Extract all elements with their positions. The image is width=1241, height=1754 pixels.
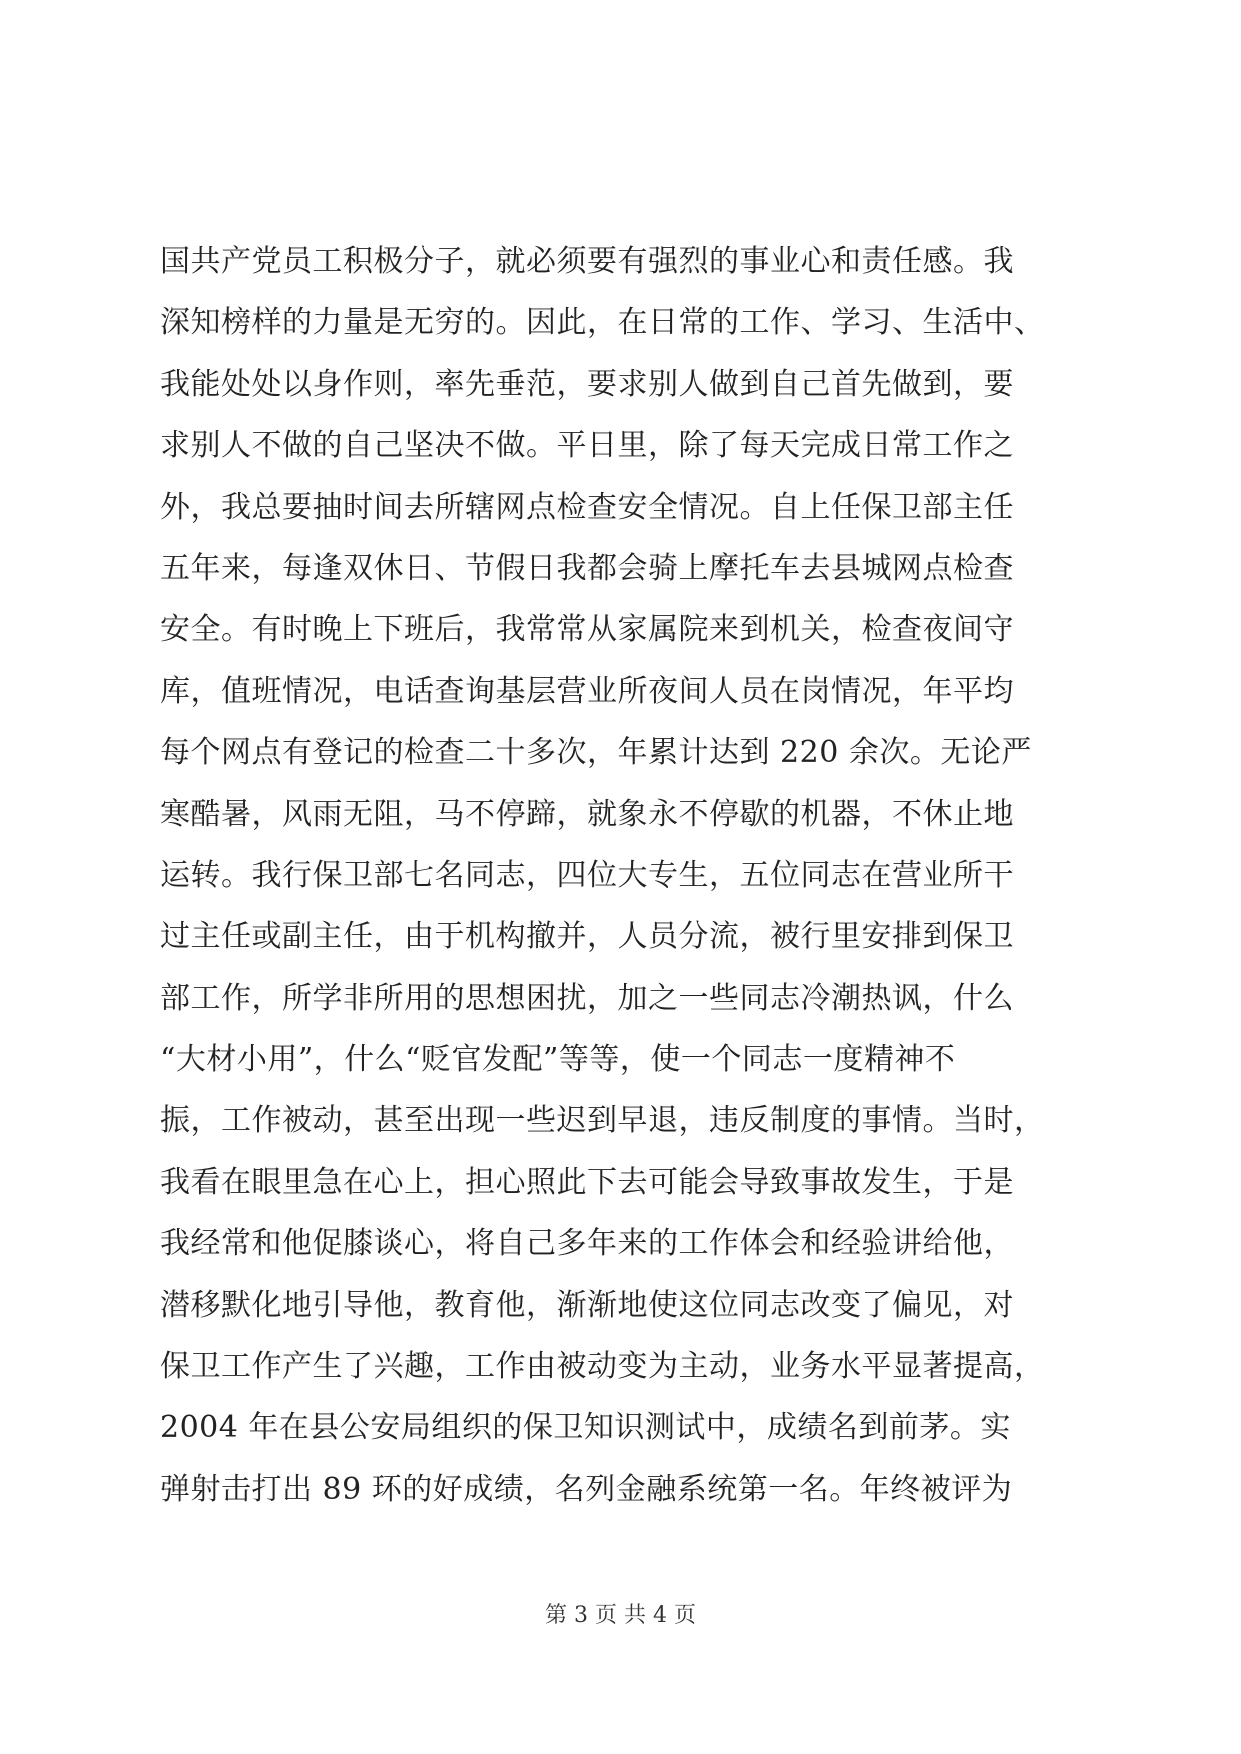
text-line: 库，值班情况，电话查询基层营业所夜间人员在岗情况，年平均 [160, 673, 1014, 709]
page-number-label: 第 3 页 共 4 页 [545, 1603, 696, 1628]
text-line: “大材小用”，什么“贬官发配”等等，使一个同志一度精神不 [160, 1042, 956, 1078]
text-line: 潜移默化地引导他，教育他，渐渐地使这位同志改变了偏见，对 [160, 1287, 1014, 1323]
text-line: 部工作，所学非所用的思想困扰，加之一些同志冷潮热讽，什么 [160, 980, 1014, 1016]
text-line: 弹射击打出 89 环的好成绩，名列金融系统第一名。年终被评为 [160, 1471, 1013, 1507]
text-line: 过主任或副主任，由于机构撤并，人员分流，被行里安排到保卫 [160, 919, 1014, 955]
text-line: 深知榜样的力量是无穷的。因此，在日常的工作、学习、生活中、 [160, 305, 1045, 341]
text-line: 五年来，每逢双休日、节假日我都会骑上摩托车去县城网点检查 [160, 550, 1014, 586]
text-line: 我看在眼里急在心上，担心照此下去可能会导致事故发生，于是 [160, 1164, 1014, 1200]
text-line: 2004 年在县公安局组织的保卫知识测试中，成绩名到前茅。实 [160, 1410, 1011, 1446]
text-line: 运转。我行保卫部七名同志，四位大专生，五位同志在营业所干 [160, 857, 1014, 893]
text-line: 求别人不做的自己坚决不做。平日里，除了每天完成日常工作之 [160, 428, 1014, 464]
page-footer [0, 1598, 1241, 1629]
text-line: 每个网点有登记的检查二十多次，年累计达到 220 余次。无论严 [160, 735, 1032, 771]
text-line: 寒酷暑，风雨无阻，马不停蹄，就象永不停歇的机器，不休止地 [160, 796, 1014, 832]
text-line: 振，工作被动，甚至出现一些迟到早退，违反制度的事情。当时， [160, 1103, 1045, 1139]
text-line: 安全。有时晚上下班后，我常常从家属院来到机关，检查夜间守 [160, 612, 1014, 648]
text-line: 外，我总要抽时间去所辖网点检查安全情况。自上任保卫部主任 [160, 489, 1014, 525]
text-line: 保卫工作产生了兴趣，工作由被动变为主动，业务水平显著提高， [160, 1349, 1045, 1385]
text-line: 我能处处以身作则，率先垂范，要求别人做到自己首先做到，要 [160, 366, 1014, 402]
text-line: 国共产党员工积极分子，就必须要有强烈的事业心和责任感。我 [160, 244, 1014, 279]
body-text [160, 231, 1090, 1520]
text-line: 我经常和他促膝谈心，将自己多年来的工作体会和经验讲给他， [160, 1226, 1014, 1262]
